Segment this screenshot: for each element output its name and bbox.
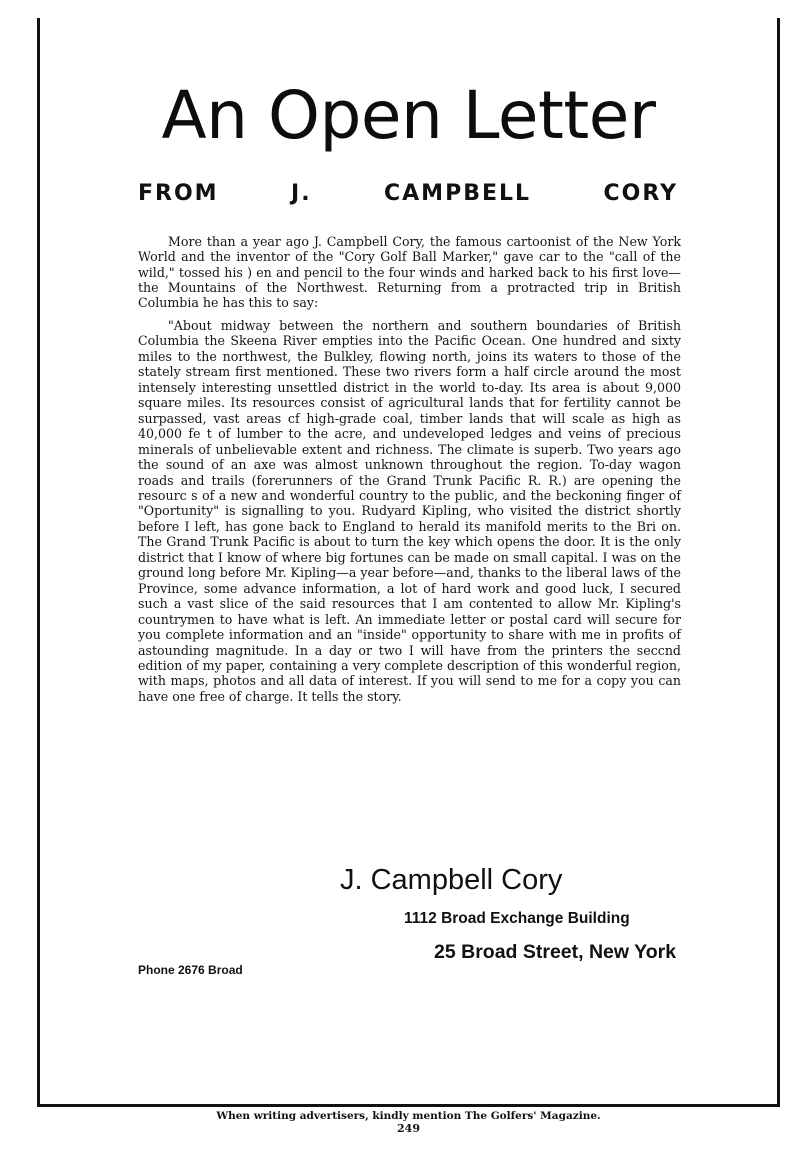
signature-name: J. Campbell Cory — [340, 864, 563, 896]
footer-notice: When writing advertisers, kindly mention The Golfers' Magazine. — [216, 1110, 601, 1122]
address-line-street: 25 Broad Street, New York — [434, 941, 677, 963]
page-title: An Open Letter — [161, 77, 656, 154]
address-line-building: 1112 Broad Exchange Building — [404, 910, 630, 927]
phone-number: Phone 2676 Broad — [138, 963, 243, 977]
intro-paragraph: More than a year ago J. Campbell Cory, the famous cartoonist of the New York World and the inventor of the "Cory Golf Ball Marker," gave car to the "call of the wild," tossed his ) en and pencil to the four winds and harked back to his first love—the Mountains of the Northwest. Returning from a protracted trip in British Columbia he has this to say: — [138, 234, 681, 311]
quote-paragraph: "About midway between the northern and southern boundaries of British Columbia the Skeena River empties into the Pacific Ocean. One hundred and sixty miles to the northwest, the Bulkley, flowing north, joins its waters to those of the stately stream first mentioned. These two rivers form a half circle around the most intensely interesting unsettled district in the world to-day. Its area is about 9,000 square miles. Its resources consist of agricultural lands that for fertility cannot be surpassed, vast areas cf high-grade coal, timber lands that will scale as high as 40,000 fe t of lumber to the acre, and undeveloped ledges and veins of precious minerals of unbelievable extent and richness. The climate is superb. Two years ago the sound of an axe was almost unknown throughout the region. To-day wagon roads and trails (forerunners of the Grand Trunk Pacific R. R.) are opening the resourc s of a new and wonderful country to the public, and the beckoning finger of "Oportunity" is signalling to you. Rudyard Kipling, who visited the district shortly before I left, has gone back to England to herald its manifold merits to the Bri on. The Grand Trunk Pacific is about to turn the key which opens the door. It is the only district that I know of where big fortunes can be made on small capital. I was on the ground long before Mr. Kipling—a year before—and, thanks to the liberal laws of the Province, some advance information, a lot of hard work and good luck, I secured such a vast slice of the said resources that I am contented to allow Mr. Kipling's countrymen to have what is left. An immediate letter or postal card will secure for you complete information and an "inside" opportunity to share with me in profits of astounding magnitude. In a day or two I will have from the printers the seccnd edition of my paper, containing a very complete description of this wonderful region, with maps, photos and all data of interest. If you will send to me for a copy you can have one free of charge. It tells the story. — [138, 318, 681, 704]
page-number: 249 — [397, 1122, 420, 1135]
page-subtitle: FROM J. CAMPBELL CORY — [138, 181, 678, 206]
